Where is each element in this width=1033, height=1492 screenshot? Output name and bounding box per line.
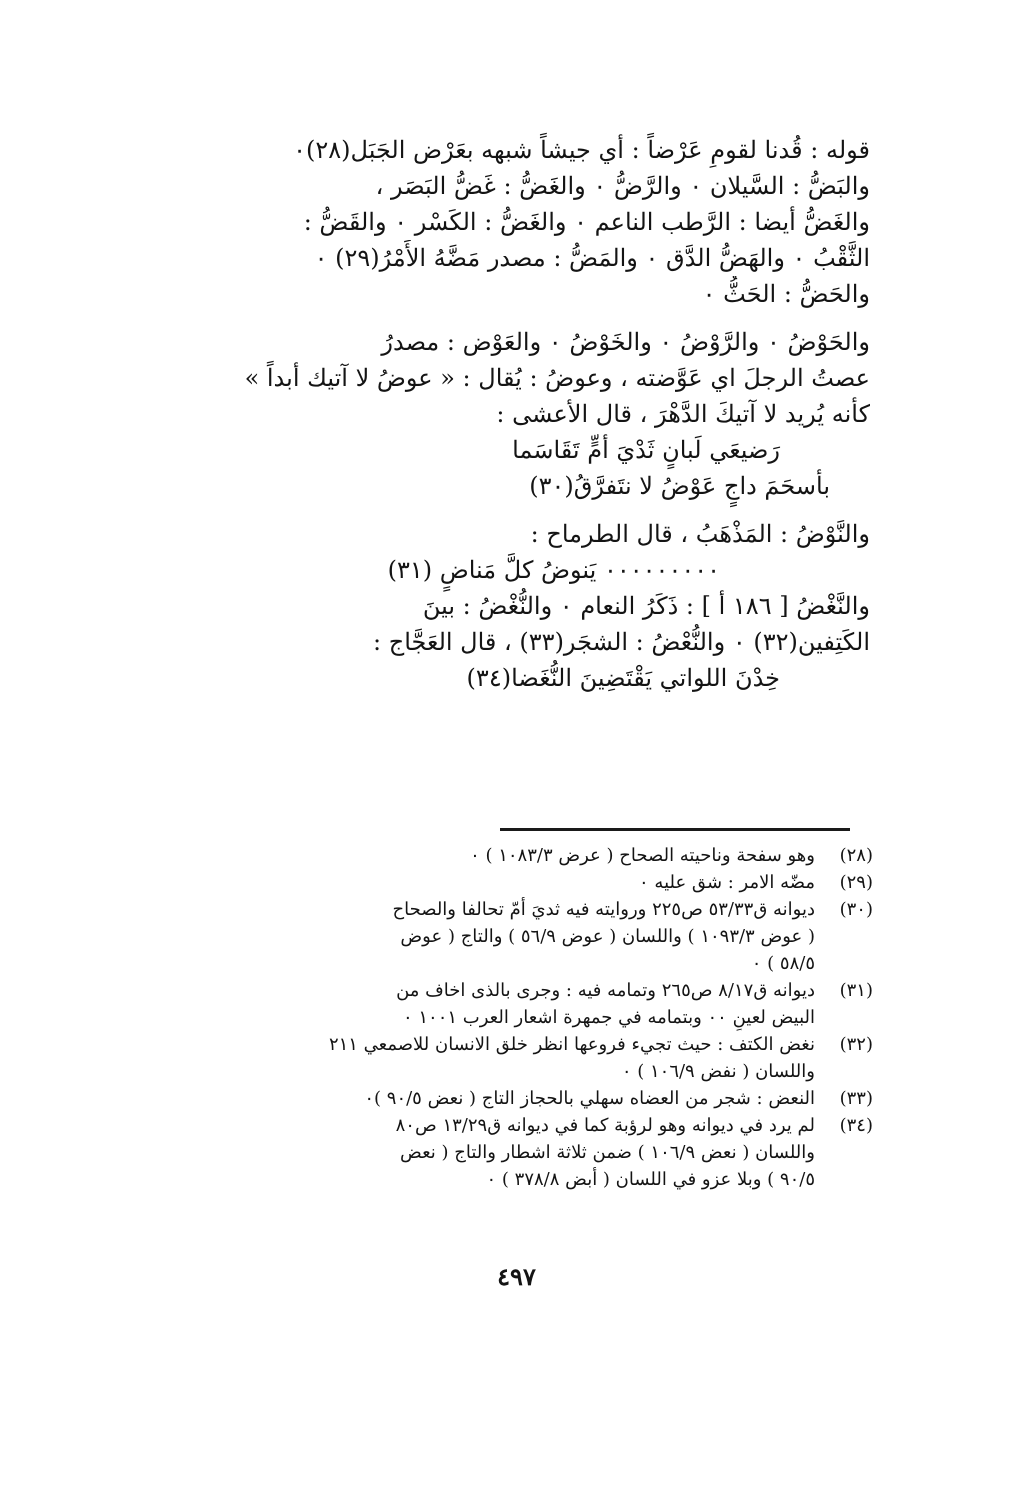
- footnote-number: (٣٤): [839, 1115, 873, 1136]
- verse-line: بأسحَمَ داجٍ عَوْضُ لا نتَفرَّقُ(٣٠): [529, 472, 830, 500]
- footnote-number: (٣٠): [839, 899, 873, 920]
- footnote-text: ديوانه ق٥٣/٣٣ ص٢٢٥ وروايته فيه ثديَ أمّ تحالفا والصحاح: [392, 899, 815, 920]
- footnote: [205, 842, 873, 869]
- footnote-text: واللسان ( نفض ١٠٦/٩ ) ٠: [621, 1061, 815, 1082]
- footnote: [205, 869, 873, 896]
- text-line: والنَّوْضُ : المَذْهَبُ ، قال الطرماح :: [530, 520, 870, 548]
- footnote-text: ( عوض ١٠٩٣/٣ ) واللسان ( عوض ٥٦/٩ ) والتاج ( عوض: [400, 926, 815, 947]
- footnote: [205, 896, 873, 977]
- text-line: والنَّغْضُ [ ١٨٦ أ ] : ذَكَرُ النعام ٠ والنُّغْضُ : بينَ: [422, 592, 870, 620]
- footnote-separator: [500, 828, 850, 831]
- page-number: ٤٩٧: [497, 1262, 536, 1291]
- footnote-number: (٢٩): [839, 872, 873, 893]
- footnote-text: ٩٠/٥ ) وبلا عزو في اللسان ( أبض ٣٧٨/٨ ) ٠: [486, 1169, 815, 1190]
- footnote-text: واللسان ( نعض ١٠٦/٩ ) ضمن ثلاثة اشطار والتاج ( نعض: [400, 1142, 815, 1163]
- footnote-number: (٣٢): [839, 1034, 873, 1055]
- footnote-text: مضّه الامر : شق عليه ٠: [639, 872, 815, 893]
- text-line: والحَضُّ : الحَثُّ ٠: [702, 280, 870, 308]
- verse-line: رَضيعَي لَبانٍ ثَدْيَ أمٍّ تَقَاسَما: [512, 436, 780, 464]
- verse-line: ٠٠٠٠٠٠٠٠٠ يَنوضُ كلَّ مَناضٍ (٣١): [387, 556, 720, 584]
- verse-line: خِدْنَ اللواتي يَقْتَضِينَ النُّغَضا(٣٤): [466, 664, 780, 692]
- footnote-text: نغض الكتف : حيث تجيء فروعها انظر خلق الانسان للاصمعي ٢١١: [328, 1034, 815, 1055]
- main-text: [170, 132, 870, 696]
- text-line: والبَضُّ : السَّيلان ٠ والرَّضُّ ٠ والغَضُّ : غَضُّ البَصَر ،: [375, 172, 870, 200]
- text-line: عصتُ الرجلَ اي عَوَّضته ، وعوضُ : يُقال : « عوضُ لا آتيك أبداً »: [244, 364, 870, 392]
- text-line: كأنه يُريد لا آتيكَ الدَّهْرَ ، قال الأعشى :: [496, 400, 870, 428]
- footnote-text: النعض : شجر من العضاه سهلي بالحجاز التاج ( نعض ٩٠/٥ )٠: [364, 1088, 815, 1109]
- footnote: [205, 1085, 873, 1112]
- footnote-text: وهو سفحة وناحيته الصحاح ( عرض ١٠٨٣/٣ ) ٠: [470, 845, 815, 866]
- footnote: [205, 1112, 873, 1193]
- text-line: والغَضُّ أيضا : الرَّطب الناعم ٠ والغَضُّ : الكَسْر ٠ والقَضُّ :: [303, 208, 870, 236]
- footnote-text: ٥٨/٥ ) ٠: [751, 953, 815, 974]
- text-line: الثَّقْبُ ٠ والهَضُّ الدَّق ٠ والمَضُّ : مصدر مَضَّهُ الأَمْرُ(٢٩) ٠: [314, 244, 870, 272]
- footnote-text: ديوانه ق٨/١٧ ص٢٦٥ وتمامه فيه : وجرى بالذى اخاف من: [396, 980, 815, 1001]
- footnote: [205, 1031, 873, 1085]
- footnote-text: لم يرد في ديوانه وهو لرؤبة كما في ديوانه ق١٣/٢٩ ص٨٠: [395, 1115, 815, 1136]
- footnote-text: البيض لعينٍ ٠٠ وبتمامه في جمهرة اشعار العرب ١٠٠١ ٠: [402, 1007, 815, 1028]
- footnote-number: (٣١): [839, 980, 873, 1001]
- text-line: الكَتِفين(٣٢) ٠ والنُّعْضُ : الشجَر(٣٣) ، قال العَجَّاج :: [372, 628, 870, 656]
- footnote-number: (٣٣): [839, 1088, 873, 1109]
- footnote-number: (٢٨): [839, 845, 873, 866]
- text-line: قوله : قُدنا لقومٍ عَرْضاً : أي جيشاً شبهه بعَرْض الجَبَل(٢٨)٠: [293, 136, 870, 164]
- text-line: والحَوْضُ ٠ والرَّوْضُ ٠ والخَوْضُ ٠ والعَوْض : مصدرُ: [381, 328, 870, 356]
- footnote: [205, 977, 873, 1031]
- footnotes: [205, 842, 873, 1193]
